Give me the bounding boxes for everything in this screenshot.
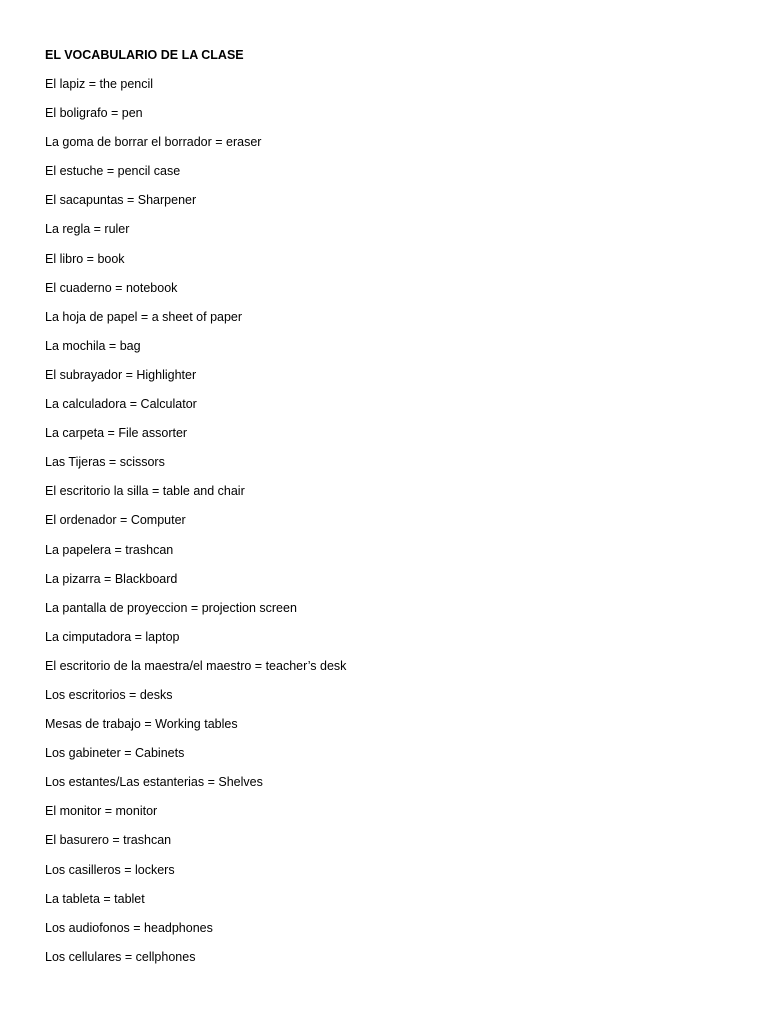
vocabulary-item: La calculadora = Calculator (45, 397, 197, 412)
vocabulary-item: El estuche = pencil case (45, 164, 181, 179)
vocabulary-item: Los casilleros = lockers (45, 862, 175, 877)
vocabulary-item: La tableta = tablet (45, 891, 145, 906)
vocabulary-list (45, 75, 725, 967)
vocabulary-item: La pantalla de proyeccion = projection screen (45, 600, 297, 615)
vocabulary-item: La mochila = bag (45, 338, 141, 353)
vocabulary-item: Los audiofonos = headphones (45, 920, 213, 935)
vocabulary-item: El escritorio de la maestra/el maestro = teacher’s desk (45, 658, 347, 673)
vocabulary-item: Los cellulares = cellphones (45, 949, 196, 964)
vocabulary-item: La cimputadora = laptop (45, 629, 180, 644)
vocabulary-item: La carpeta = File assorter (45, 426, 188, 441)
vocabulary-item: La regla = ruler (45, 222, 130, 237)
vocabulary-item: La hoja de papel = a sheet of paper (45, 309, 243, 324)
document-page (45, 46, 725, 977)
vocabulary-item: El monitor = monitor (45, 804, 158, 819)
vocabulary-item: El sacapuntas = Sharpener (45, 193, 197, 208)
vocabulary-item: La pizarra = Blackboard (45, 571, 178, 586)
vocabulary-item: Los estantes/Las estanterias = Shelves (45, 775, 263, 790)
vocabulary-item: La goma de borrar el borrador = eraser (45, 135, 262, 150)
vocabulary-item: El ordenador = Computer (45, 513, 186, 528)
vocabulary-item: Los gabineter = Cabinets (45, 746, 185, 761)
vocabulary-item: El basurero = trashcan (45, 833, 172, 848)
vocabulary-item: Mesas de trabajo = Working tables (45, 717, 238, 732)
vocabulary-item: Las Tijeras = scissors (45, 455, 165, 470)
document-title: EL VOCABULARIO DE LA CLASE (45, 48, 244, 62)
vocabulary-item: El subrayador = Highlighter (45, 367, 197, 382)
vocabulary-item: El lapiz = the pencil (45, 77, 154, 91)
vocabulary-item: El cuaderno = notebook (45, 280, 178, 295)
vocabulary-item: El libro = book (45, 251, 125, 266)
vocabulary-item: La papelera = trashcan (45, 542, 174, 557)
vocabulary-item: El boligrafo = pen (45, 106, 143, 121)
vocabulary-item: El escritorio la silla = table and chair (45, 484, 245, 499)
vocabulary-item: Los escritorios = desks (45, 687, 173, 702)
